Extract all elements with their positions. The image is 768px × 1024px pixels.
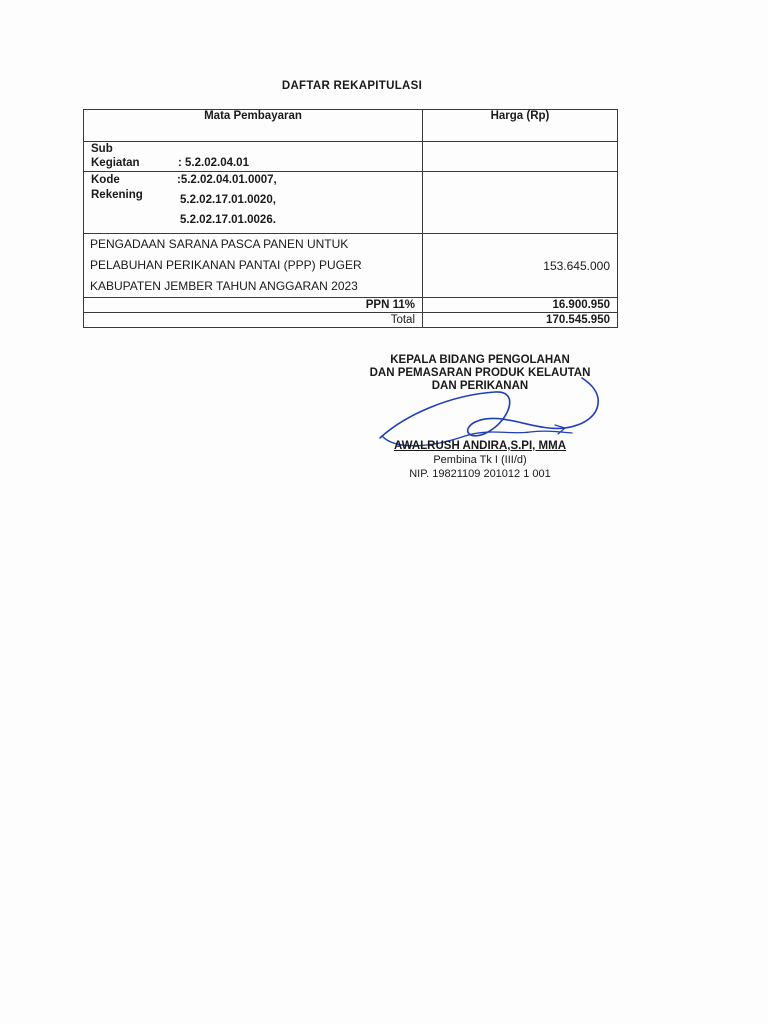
table-row-ppn [84, 298, 618, 313]
total-label: Total [84, 313, 423, 328]
table-header-row [84, 110, 618, 142]
position-line-3: DAN PERIKANAN [431, 380, 529, 392]
ppn-value: 16.900.950 [423, 298, 618, 313]
sub-kegiatan-cell [84, 142, 423, 172]
header-price: Harga (Rp) [423, 110, 618, 142]
kode-price-cell [423, 172, 618, 234]
kode-value-3: 5.2.02.17.01.0026. [180, 214, 276, 226]
header-item: Mata Pembayaran [84, 110, 423, 142]
kode-value-1: :5.2.02.04.01.0007, [177, 174, 277, 186]
recap-table [83, 109, 618, 328]
description-price: 153.645.000 [423, 234, 618, 298]
table-row-description [84, 234, 618, 298]
total-value: 170.545.950 [423, 313, 618, 328]
sub-value: : 5.2.02.04.01 [178, 157, 249, 169]
kode-value-2: 5.2.02.17.01.0020, [180, 194, 276, 206]
document-title: DAFTAR REKAPITULASI [281, 80, 423, 92]
position-line-1: KEPALA BIDANG PENGOLAHAN [390, 354, 570, 366]
kode-label-line1: Kode [91, 174, 120, 186]
kode-rekening-cell [84, 172, 423, 234]
signatory-rank: Pembina Tk I (III/d) [433, 454, 527, 466]
table-row-kode-rekening [84, 172, 618, 234]
sub-label-line2: Kegiatan [91, 157, 140, 169]
kode-label-line2: Rekening [91, 189, 143, 201]
signatory-nip: NIP. 19821109 201012 1 001 [409, 468, 551, 480]
ppn-label: PPN 11% [84, 298, 423, 313]
position-line-2: DAN PEMASARAN PRODUK KELAUTAN [369, 367, 591, 379]
signatory-name: AWALRUSH ANDIRA,S.PI, MMA [393, 440, 567, 452]
description-line-1: PENGADAAN SARANA PASCA PANEN UNTUK [90, 237, 349, 251]
sub-price-cell [423, 142, 618, 172]
description-line-3: KABUPATEN JEMBER TAHUN ANGGARAN 2023 [90, 279, 358, 293]
sub-label-line1: Sub [91, 143, 113, 155]
table-row-sub-kegiatan [84, 142, 618, 172]
description-line-2: PELABUHAN PERIKANAN PANTAI (PPP) PUGER [90, 258, 362, 272]
description-cell [84, 234, 423, 298]
table-row-total [84, 313, 618, 328]
